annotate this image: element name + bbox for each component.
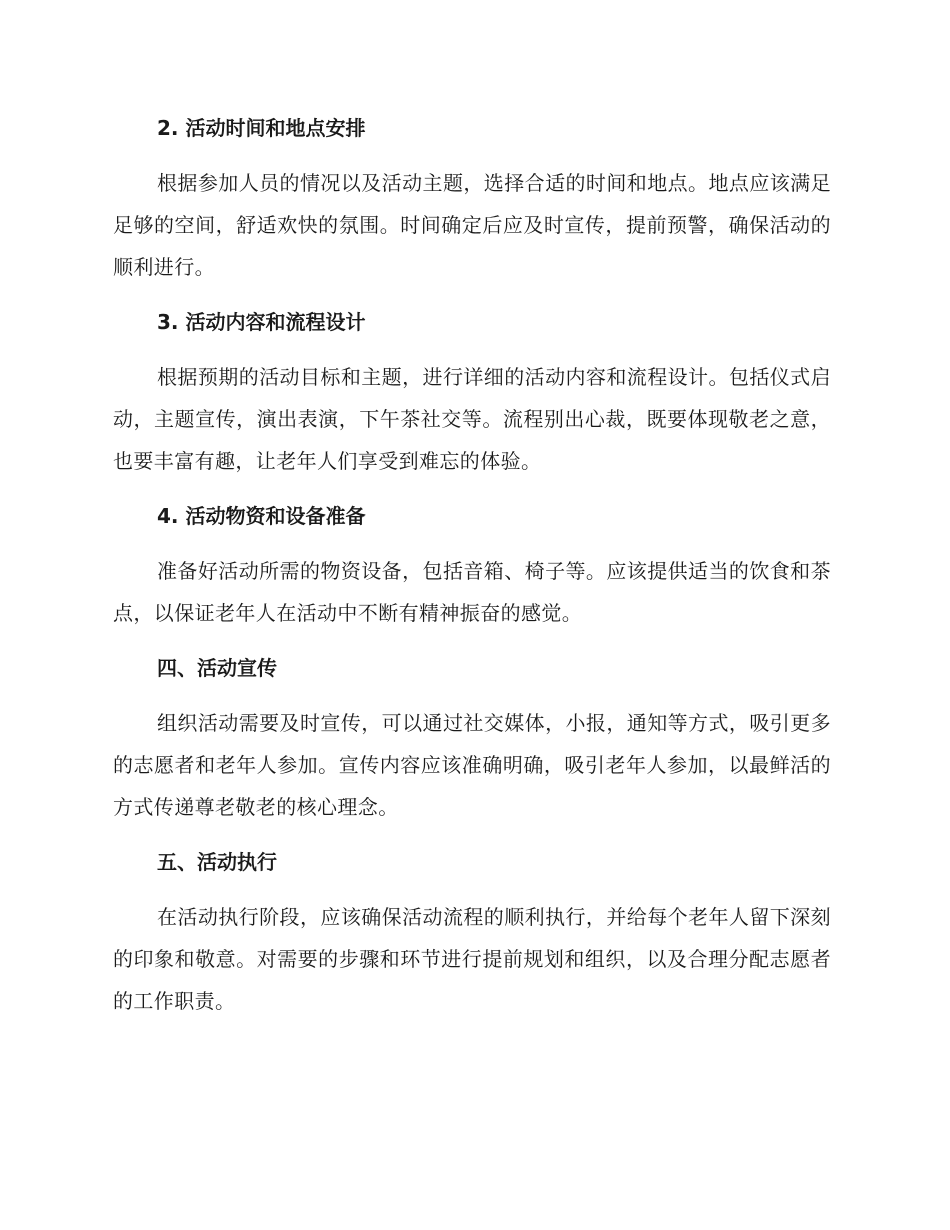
section-paragraph: 组织活动需要及时宣传，可以通过社交媒体，小报，通知等方式，吸引更多的志愿者和老年人参加。宣传内容应该准确明确，吸引老年人参加，以最鲜活的方式传递尊老敬老的核心理念。	[113, 711, 831, 819]
section-paragraph: 根据预期的活动目标和主题，进行详细的活动内容和流程设计。包括仪式启动，主题宣传，演出表演，下午茶社交等。流程别出心裁，既要体现敬老之意，也要丰富有趣，让老年人们享受到难忘的体验。	[113, 365, 831, 473]
section-heading: 五、活动执行	[157, 850, 277, 874]
section-paragraph: 在活动执行阶段，应该确保活动流程的顺利执行，并给每个老年人留下深刻的印象和敬意。对需要的步骤和环节进行提前规划和组织，以及合理分配志愿者的工作职责。	[113, 905, 831, 1013]
section-paragraph: 准备好活动所需的物资设备，包括音箱、椅子等。应该提供适当的饮食和茶点，以保证老年人在活动中不断有精神振奋的感觉。	[113, 559, 831, 625]
section-heading: 4. 活动物资和设备准备	[157, 504, 366, 528]
section-heading: 3. 活动内容和流程设计	[157, 310, 366, 334]
section-heading: 2. 活动时间和地点安排	[157, 116, 366, 140]
section-paragraph: 根据参加人员的情况以及活动主题，选择合适的时间和地点。地点应该满足足够的空间，舒适欢快的氛围。时间确定后应及时宣传，提前预警，确保活动的顺利进行。	[113, 171, 831, 279]
section-heading: 四、活动宣传	[157, 656, 277, 680]
